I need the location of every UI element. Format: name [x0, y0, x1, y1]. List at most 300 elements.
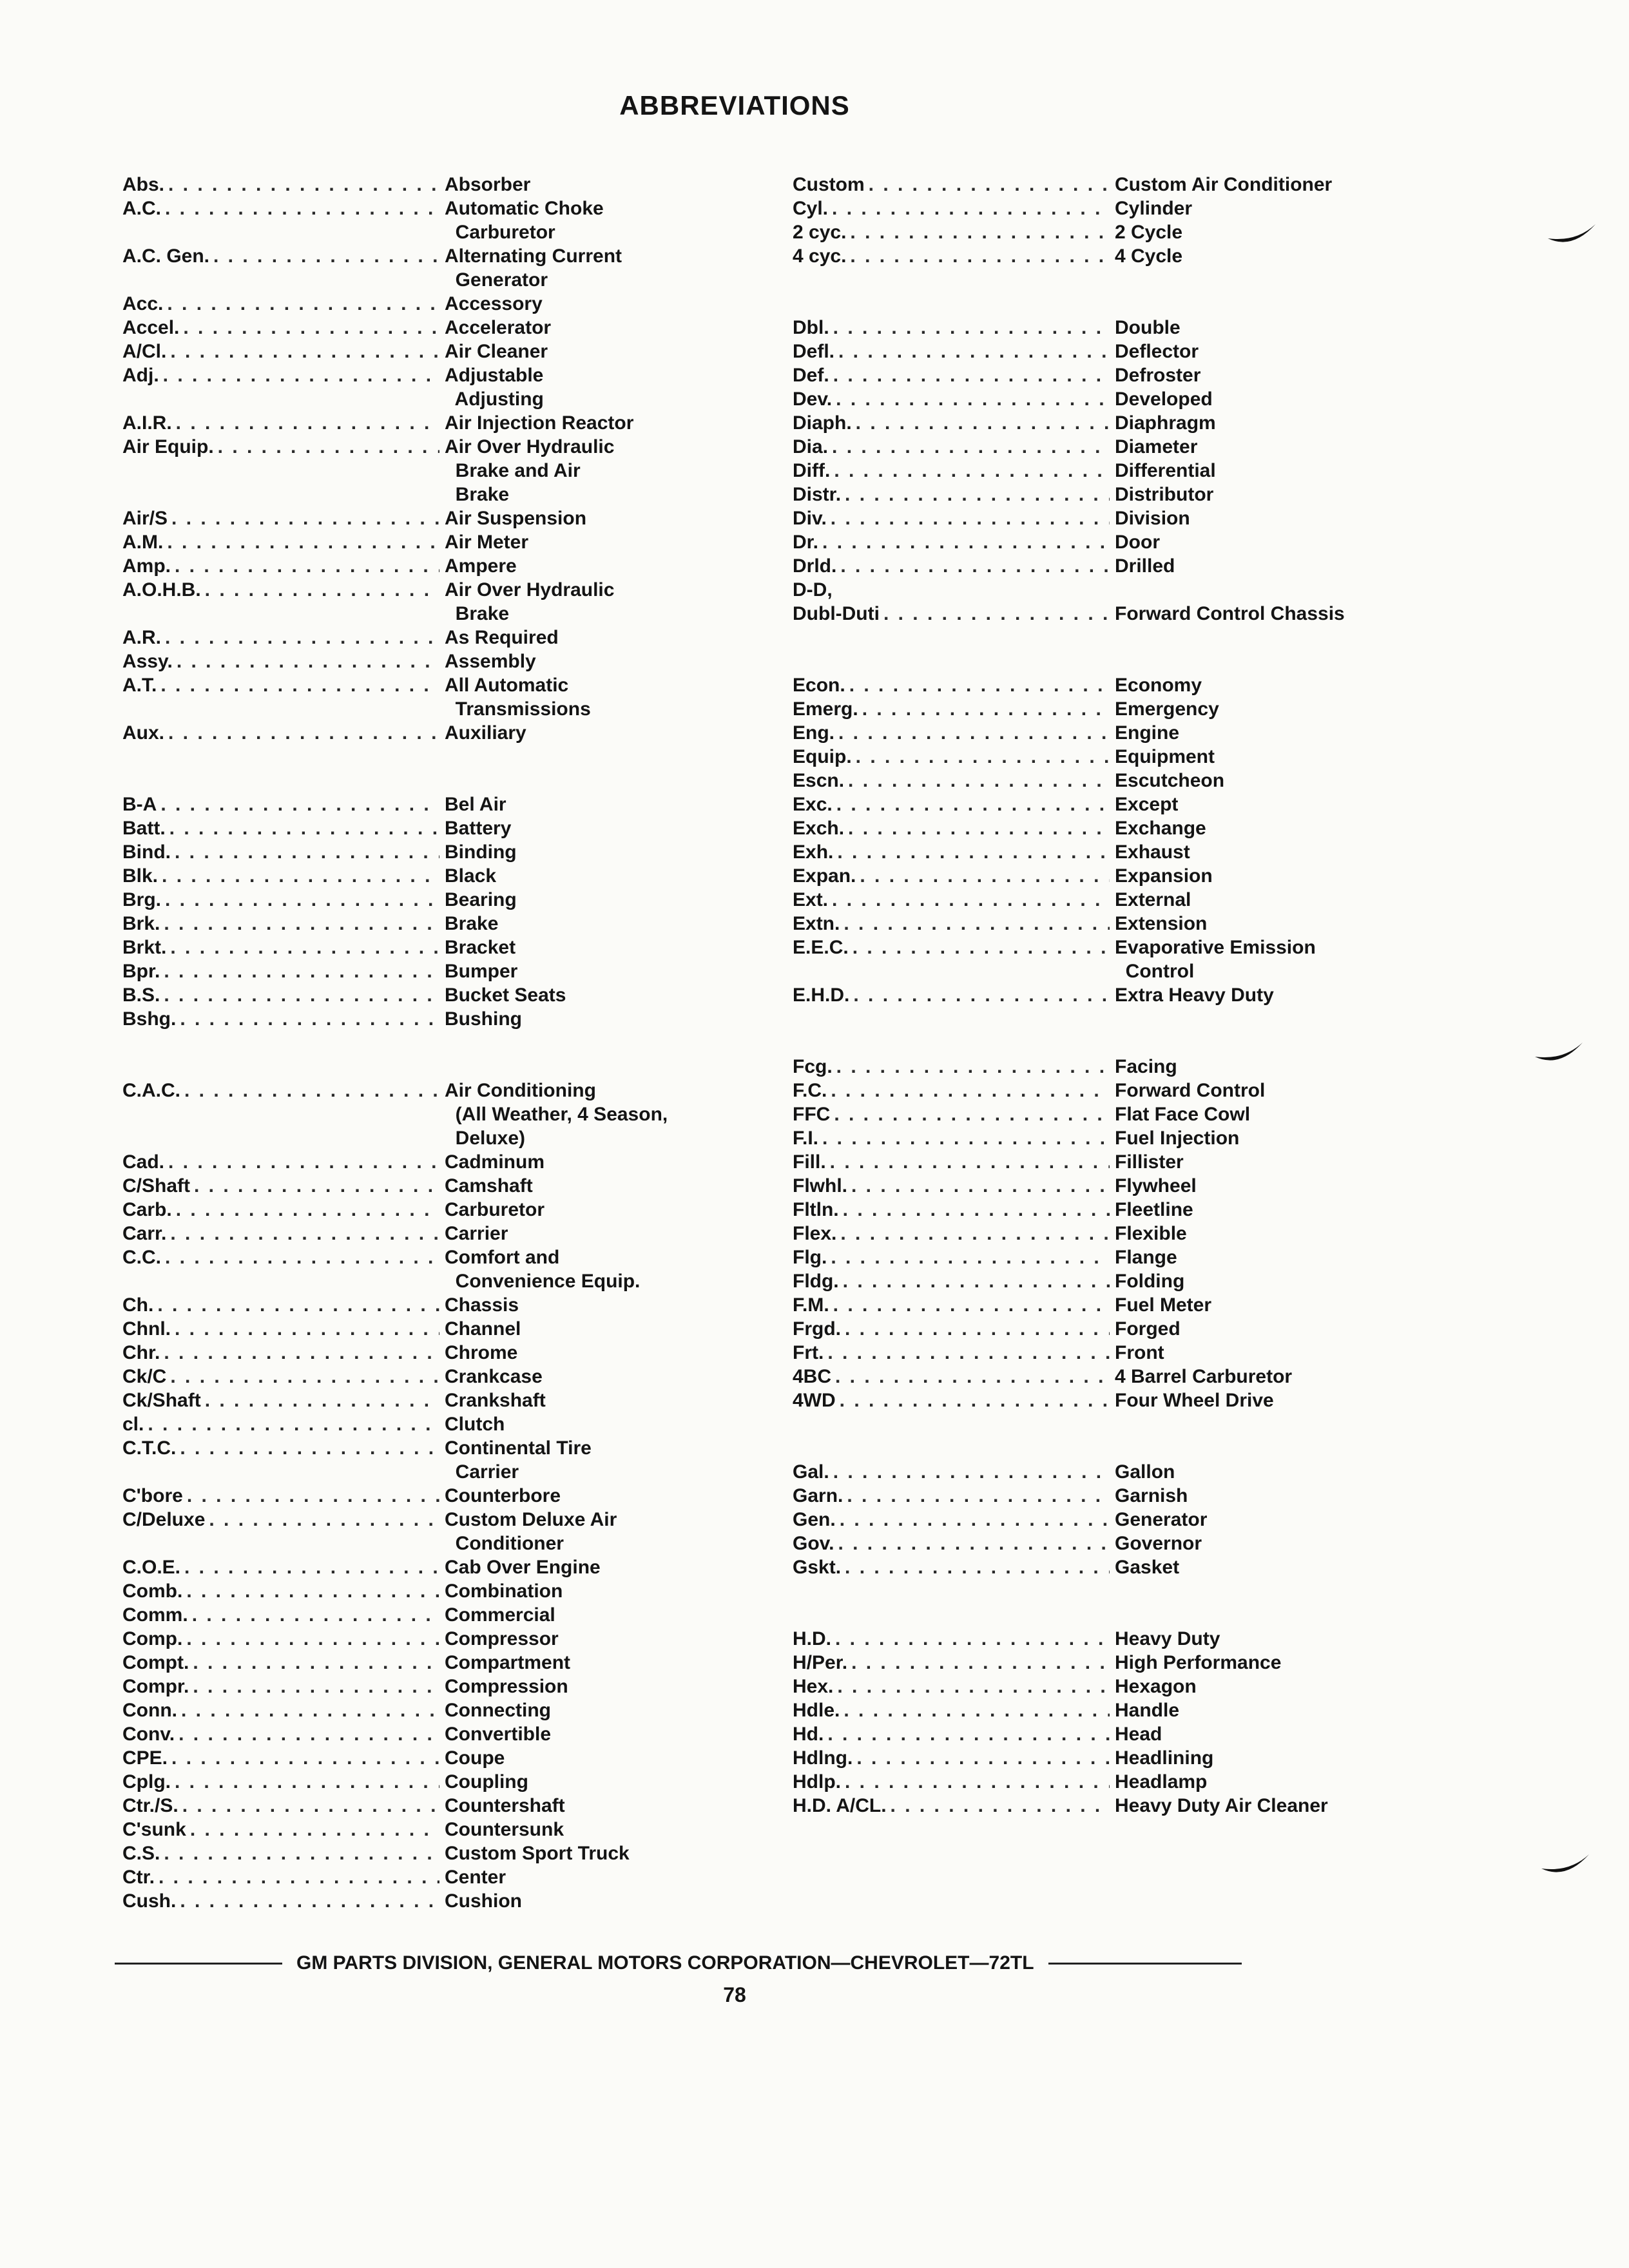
abbreviation-definition: Compressor — [445, 1628, 559, 1649]
dot-leader — [869, 173, 1110, 197]
abbreviation-cell — [122, 292, 445, 316]
abbreviation-term: Def. — [793, 365, 829, 386]
abbreviation-entry — [122, 1508, 728, 1555]
abbreviation-term: Conn. — [122, 1700, 177, 1721]
abbreviation-cell — [122, 888, 445, 912]
abbreviation-definition: Chassis — [445, 1294, 519, 1316]
dot-leader — [862, 697, 1110, 721]
abbreviation-cell — [793, 1770, 1115, 1794]
abbreviation-entry — [122, 1770, 728, 1794]
abbreviation-entry — [793, 435, 1424, 459]
abbreviation-cell — [793, 793, 1115, 816]
dot-leader — [218, 435, 439, 459]
abbreviation-cell — [122, 864, 445, 888]
dot-leader — [850, 220, 1110, 244]
dot-leader — [175, 840, 439, 864]
abbreviation-definition: Coupe — [445, 1747, 505, 1769]
abbreviation-entry — [793, 1675, 1424, 1698]
abbreviation-definition: Countersunk — [445, 1819, 564, 1840]
abbreviation-definition: High Performance — [1115, 1652, 1282, 1673]
abbreviation-term: E.H.D. — [793, 985, 850, 1006]
abbreviation-definition: Cadminum — [445, 1151, 545, 1173]
abbreviation-cell — [122, 1245, 445, 1269]
footer-text: GM PARTS DIVISION, GENERAL MOTORS CORPORATION—CHEVROLET—72TL — [296, 1952, 1034, 1974]
abbreviation-term: Frgd. — [793, 1318, 841, 1340]
abbreviation-cell — [793, 1198, 1115, 1222]
abbreviation-term: Gen. — [793, 1509, 836, 1530]
abbreviation-definition: Absorber — [445, 174, 531, 195]
abbreviation-entry — [122, 363, 728, 411]
abbreviation-entry — [793, 1198, 1424, 1222]
abbreviation-definition: Facing — [1115, 1056, 1177, 1077]
abbreviation-entry — [793, 888, 1424, 912]
abbreviation-entry — [122, 1651, 728, 1675]
abbreviation-definition: Extra Heavy Duty — [1115, 985, 1274, 1006]
abbreviation-definition: Carrier — [445, 1223, 508, 1244]
abbreviation-cell — [122, 1555, 445, 1579]
dot-leader — [176, 1198, 439, 1222]
abbreviation-definition: Custom Air Conditioner — [1115, 174, 1333, 195]
abbreviation-term: H.D. — [793, 1628, 831, 1649]
abbreviation-term: Brkt. — [122, 937, 167, 958]
abbreviation-term: Chnl. — [122, 1318, 171, 1340]
abbreviation-definition: Handle — [1115, 1700, 1180, 1721]
abbreviation-cell — [122, 1365, 445, 1389]
abbreviation-entry — [122, 721, 728, 745]
dot-leader — [164, 1841, 439, 1865]
abbreviation-entry — [122, 1746, 728, 1770]
abbreviation-term: C.A.C. — [122, 1080, 180, 1101]
abbreviation-cell — [793, 745, 1115, 769]
abbreviation-cell — [793, 1746, 1115, 1770]
abbreviation-definition: Bearing — [445, 889, 517, 910]
abbreviation-cell — [122, 1079, 445, 1102]
abbreviation-definition: Door — [1115, 532, 1160, 553]
abbreviation-definition: Garnish — [1115, 1485, 1188, 1506]
abbreviation-cell — [793, 506, 1115, 530]
dot-leader — [838, 340, 1110, 363]
abbreviation-definition: Binding — [445, 841, 517, 863]
abbreviation-term: Compr. — [122, 1676, 189, 1697]
group-spacer — [793, 1007, 1424, 1055]
abbreviation-term: 2 cyc. — [793, 222, 847, 243]
abbreviation-term: A.I.R. — [122, 412, 172, 434]
abbreviation-entry — [122, 1365, 728, 1389]
abbreviation-term: Exch. — [793, 818, 845, 839]
dot-leader — [167, 530, 439, 554]
abbreviation-entry — [793, 1317, 1424, 1341]
abbreviation-term: Brk. — [122, 913, 160, 934]
abbreviation-definition: Counterbore — [445, 1485, 561, 1506]
abbreviation-cell — [122, 363, 445, 387]
abbreviation-term: Conv. — [122, 1724, 175, 1745]
abbreviation-entry — [793, 816, 1424, 840]
abbreviation-definition: Flat Face Cowl — [1115, 1104, 1251, 1125]
abbreviation-cell — [793, 578, 1115, 602]
abbreviation-cell — [122, 673, 445, 697]
dot-leader — [169, 816, 439, 840]
abbreviation-term: F.M. — [793, 1294, 829, 1316]
abbreviation-term: Dr. — [793, 532, 819, 553]
dot-leader — [853, 983, 1110, 1007]
abbreviation-term: Fltln. — [793, 1199, 839, 1220]
abbreviation-definition: Auxiliary — [445, 722, 526, 744]
dot-leader — [883, 602, 1110, 626]
abbreviation-term: C.C. — [122, 1247, 161, 1268]
abbreviation-cell — [122, 936, 445, 959]
abbreviation-entry — [122, 936, 728, 959]
abbreviation-definition: Compression — [445, 1676, 568, 1697]
dot-leader — [845, 483, 1110, 506]
abbreviation-term: C/Shaft — [122, 1175, 190, 1196]
dot-leader — [832, 888, 1110, 912]
abbreviation-definition: Cushion — [445, 1890, 522, 1912]
abbreviation-term: FFC — [793, 1104, 831, 1125]
abbreviation-definition: Engine — [1115, 722, 1180, 744]
abbreviation-definition: Heavy Duty Air Cleaner — [1115, 1795, 1328, 1816]
abbreviation-definition: Division — [1115, 508, 1190, 529]
dot-leader — [851, 1174, 1110, 1198]
abbreviation-entry — [793, 411, 1424, 435]
abbreviation-term: 4 cyc. — [793, 245, 847, 267]
abbreviation-term: C/Deluxe — [122, 1509, 206, 1530]
abbreviation-term: Ck/Shaft — [122, 1390, 201, 1411]
abbreviation-cell — [793, 1722, 1115, 1746]
abbreviation-definition: Headlamp — [1115, 1771, 1208, 1792]
dot-leader — [831, 506, 1110, 530]
abbreviation-entry — [122, 983, 728, 1007]
abbreviation-entry — [122, 1174, 728, 1198]
abbreviation-cell — [793, 1079, 1115, 1102]
abbreviation-entry — [122, 793, 728, 816]
abbreviation-cell — [793, 936, 1115, 959]
abbreviation-definition: Forged — [1115, 1318, 1181, 1340]
abbreviation-term: Extn. — [793, 913, 840, 934]
abbreviation-definition: Bumper — [445, 961, 518, 982]
abbreviation-entry — [793, 173, 1424, 197]
abbreviation-definition: Generator — [1115, 1509, 1208, 1530]
abbreviation-entry — [122, 554, 728, 578]
abbreviation-definition: Evaporative Emission Control — [1115, 937, 1316, 982]
abbreviation-entry — [793, 1222, 1424, 1245]
abbreviation-definition: Continental Tire Carrier — [445, 1437, 592, 1483]
dot-leader — [180, 1436, 439, 1460]
abbreviation-entry — [793, 1508, 1424, 1532]
abbreviation-term: A.T. — [122, 675, 157, 696]
binder-clip-mark-bottom — [1540, 1849, 1592, 1881]
abbreviation-definition: Countershaft — [445, 1795, 565, 1816]
dot-leader — [184, 1079, 439, 1102]
abbreviation-entry — [122, 1484, 728, 1508]
abbreviation-definition: Fillister — [1115, 1151, 1184, 1173]
abbreviation-term: Ctr./S. — [122, 1795, 178, 1816]
dot-leader — [165, 626, 439, 649]
abbreviation-definition: Custom Sport Truck — [445, 1843, 630, 1864]
dot-leader — [836, 387, 1110, 411]
dot-leader — [833, 363, 1110, 387]
abbreviation-cell — [793, 387, 1115, 411]
dot-leader — [843, 912, 1110, 936]
abbreviation-definition: Compartment — [445, 1652, 571, 1673]
abbreviation-term: Blk. — [122, 865, 159, 887]
abbreviation-entry — [122, 530, 728, 554]
abbreviation-entry — [122, 1841, 728, 1865]
dot-leader — [164, 1341, 439, 1365]
abbreviation-definition: Cab Over Engine — [445, 1557, 601, 1578]
abbreviation-cell — [793, 197, 1115, 220]
abbreviation-term: D-D, — [793, 579, 833, 601]
abbreviation-entry — [122, 244, 728, 292]
abbreviation-term: Emerg. — [793, 698, 858, 720]
abbreviation-cell — [122, 1317, 445, 1341]
abbreviation-cell — [793, 244, 1115, 268]
dot-leader — [186, 1627, 439, 1651]
dot-leader — [831, 1245, 1110, 1269]
dot-leader — [856, 745, 1110, 769]
dot-leader — [851, 1651, 1110, 1675]
abbreviation-term: Dia. — [793, 436, 829, 457]
abbreviation-term: A.C. Gen. — [122, 245, 210, 267]
abbreviation-cell — [122, 1698, 445, 1722]
abbreviation-cell — [122, 578, 445, 602]
abbreviation-term: Escn. — [793, 770, 845, 791]
abbreviation-definition: Accelerator — [445, 317, 552, 338]
abbreviation-term: Garn. — [793, 1485, 843, 1506]
abbreviation-term: Hdlp. — [793, 1771, 841, 1792]
abbreviation-cell — [793, 220, 1115, 244]
abbreviation-entry — [122, 673, 728, 721]
dot-leader — [160, 793, 439, 816]
abbreviation-cell — [793, 1365, 1115, 1389]
abbreviation-definition: Bracket — [445, 937, 516, 958]
abbreviation-term: A.C. — [122, 198, 161, 219]
abbreviation-cell — [793, 363, 1115, 387]
abbreviation-term: A.M. — [122, 532, 164, 553]
abbreviation-cell — [122, 649, 445, 673]
abbreviation-definition: Diameter — [1115, 436, 1198, 457]
dot-leader — [171, 1746, 439, 1770]
abbreviation-entry — [122, 1150, 728, 1174]
abbreviation-term: Cush. — [122, 1890, 177, 1912]
abbreviation-cell — [122, 816, 445, 840]
abbreviation-cell — [122, 1651, 445, 1675]
abbreviation-term: Carr. — [122, 1223, 167, 1244]
dot-leader — [165, 197, 439, 220]
abbreviation-definition: Folding — [1115, 1271, 1185, 1292]
dot-leader — [834, 1102, 1110, 1126]
dot-leader — [190, 1818, 439, 1841]
abbreviation-entry — [793, 197, 1424, 220]
abbreviation-term: Exc. — [793, 794, 833, 815]
abbreviation-cell — [122, 1818, 445, 1841]
abbreviation-cell — [793, 1794, 1115, 1818]
abbreviation-definition: Equipment — [1115, 746, 1215, 767]
binder-clip-mark-middle — [1534, 1037, 1585, 1070]
abbreviation-cell — [122, 1865, 445, 1889]
dot-leader — [856, 1746, 1110, 1770]
abbreviation-entry — [793, 316, 1424, 340]
abbreviation-term: Frt. — [793, 1342, 824, 1363]
abbreviation-cell — [793, 888, 1115, 912]
abbreviation-entry — [122, 864, 728, 888]
dot-leader — [186, 1579, 439, 1603]
abbreviation-entry — [122, 1222, 728, 1245]
footer — [115, 1952, 1352, 1974]
abbreviation-entry — [122, 1389, 728, 1412]
dot-leader — [162, 864, 439, 888]
abbreviation-entry — [122, 1722, 728, 1746]
right-column — [793, 173, 1424, 1818]
dot-leader — [180, 1007, 439, 1031]
dot-leader — [849, 673, 1110, 697]
dot-leader — [843, 1698, 1110, 1722]
dot-leader — [822, 530, 1110, 554]
abbreviation-definition: Crankshaft — [445, 1390, 546, 1411]
abbreviation-term: Div. — [793, 508, 827, 529]
abbreviation-definition: Air Suspension — [445, 508, 587, 529]
abbreviation-cell — [793, 1245, 1115, 1269]
group-spacer — [793, 268, 1424, 316]
dot-leader — [170, 340, 439, 363]
abbreviation-term: 4BC — [793, 1366, 832, 1387]
abbreviation-entry — [122, 959, 728, 983]
abbreviation-cell — [122, 721, 445, 745]
abbreviation-term: Hdlng. — [793, 1747, 853, 1769]
abbreviation-term: E.E.C. — [793, 937, 849, 958]
abbreviation-term: Dbl. — [793, 317, 829, 338]
abbreviation-definition: Four Wheel Drive — [1115, 1390, 1274, 1411]
dot-leader — [835, 1365, 1110, 1389]
binder-clip-mark-top — [1547, 219, 1598, 251]
abbreviation-cell — [122, 1222, 445, 1245]
abbreviation-cell — [122, 1007, 445, 1031]
abbreviation-entry — [793, 340, 1424, 363]
dot-leader — [848, 769, 1110, 793]
abbreviation-definition: Emergency — [1115, 698, 1219, 720]
abbreviation-term: Dev. — [793, 389, 833, 410]
abbreviation-entry — [122, 888, 728, 912]
abbreviation-term: Flg. — [793, 1247, 827, 1268]
abbreviation-definition: External — [1115, 889, 1191, 910]
abbreviation-cell — [793, 769, 1115, 793]
abbreviation-entry — [793, 1484, 1424, 1508]
abbreviation-entry — [122, 912, 728, 936]
dot-leader — [827, 1722, 1110, 1746]
abbreviation-entry — [122, 197, 728, 244]
abbreviation-definition: Air Conditioning (All Weather, 4 Season, Deluxe) — [445, 1080, 668, 1149]
abbreviation-cell — [793, 1317, 1115, 1341]
dot-leader — [157, 1293, 439, 1317]
abbreviation-term: Flex. — [793, 1223, 837, 1244]
abbreviation-entry — [122, 1436, 728, 1484]
abbreviation-definition: Convertible — [445, 1724, 552, 1745]
abbreviation-cell — [793, 1055, 1115, 1079]
abbreviation-definition: Bucket Seats — [445, 985, 566, 1006]
dot-leader — [853, 936, 1110, 959]
abbreviation-term: Gskt. — [793, 1557, 842, 1578]
abbreviation-cell — [793, 1174, 1115, 1198]
abbreviation-entry — [793, 554, 1424, 578]
abbreviation-definition: Gasket — [1115, 1557, 1180, 1578]
abbreviation-term: Equip. — [793, 746, 852, 767]
abbreviation-entry — [122, 649, 728, 673]
abbreviation-cell — [122, 626, 445, 649]
abbreviation-entry — [793, 1389, 1424, 1412]
abbreviation-definition: Commercial — [445, 1604, 555, 1626]
dot-leader — [170, 1222, 439, 1245]
abbreviation-definition: Black — [445, 865, 497, 887]
abbreviation-cell — [122, 1746, 445, 1770]
abbreviation-cell — [122, 1794, 445, 1818]
abbreviation-term: Cad. — [122, 1151, 165, 1173]
abbreviation-definition: Developed — [1115, 389, 1213, 410]
dot-leader — [194, 1174, 439, 1198]
dot-leader — [847, 1484, 1110, 1508]
abbreviation-cell — [793, 840, 1115, 864]
abbreviation-cell — [122, 1770, 445, 1794]
abbreviation-entry — [793, 840, 1424, 864]
dot-leader — [170, 1365, 439, 1389]
abbreviation-term: Cplg. — [122, 1771, 171, 1792]
abbreviation-cell — [122, 1675, 445, 1698]
abbreviation-entry — [122, 435, 728, 506]
dot-leader — [159, 1865, 439, 1889]
abbreviation-cell — [122, 173, 445, 197]
abbreviation-cell — [122, 912, 445, 936]
abbreviation-cell — [793, 816, 1115, 840]
abbreviation-entry — [122, 1198, 728, 1222]
abbreviation-cell — [793, 340, 1115, 363]
abbreviation-definition: Head — [1115, 1724, 1162, 1745]
dot-leader — [187, 1484, 439, 1508]
abbreviation-term: Flwhl. — [793, 1175, 847, 1196]
dot-leader — [833, 1460, 1110, 1484]
abbreviation-term: B-A — [122, 794, 157, 815]
footer-rule-right — [1048, 1963, 1242, 1965]
abbreviation-cell — [793, 411, 1115, 435]
dot-leader — [183, 316, 439, 340]
abbreviation-definition: Differential — [1115, 460, 1216, 481]
abbreviation-entry — [122, 1698, 728, 1722]
abbreviation-term: Hd. — [793, 1724, 824, 1745]
abbreviation-cell — [793, 435, 1115, 459]
dot-leader — [840, 1508, 1110, 1532]
abbreviation-term: 4WD — [793, 1390, 836, 1411]
abbreviation-definition: Heavy Duty — [1115, 1628, 1220, 1649]
abbreviation-entry — [122, 1794, 728, 1818]
dot-leader — [822, 1126, 1110, 1150]
dot-leader — [845, 1317, 1110, 1341]
abbreviation-term: Gov. — [793, 1533, 834, 1554]
abbreviation-term: F.I. — [793, 1128, 819, 1149]
abbreviation-entry — [122, 1079, 728, 1150]
dot-leader — [843, 1198, 1110, 1222]
abbreviation-entry — [793, 530, 1424, 554]
abbreviation-cell — [122, 1341, 445, 1365]
abbreviation-cell — [793, 1508, 1115, 1532]
dot-leader — [168, 721, 439, 745]
abbreviation-definition: Connecting — [445, 1700, 551, 1721]
abbreviation-definition: Battery — [445, 818, 512, 839]
abbreviation-cell — [793, 1222, 1115, 1245]
abbreviation-term: Custom — [793, 174, 865, 195]
dot-leader — [837, 1675, 1110, 1698]
dot-leader — [832, 197, 1110, 220]
abbreviation-entry — [793, 483, 1424, 506]
group-spacer — [122, 1031, 728, 1079]
abbreviation-cell — [793, 602, 1115, 626]
abbreviation-definition: Bushing — [445, 1008, 522, 1030]
